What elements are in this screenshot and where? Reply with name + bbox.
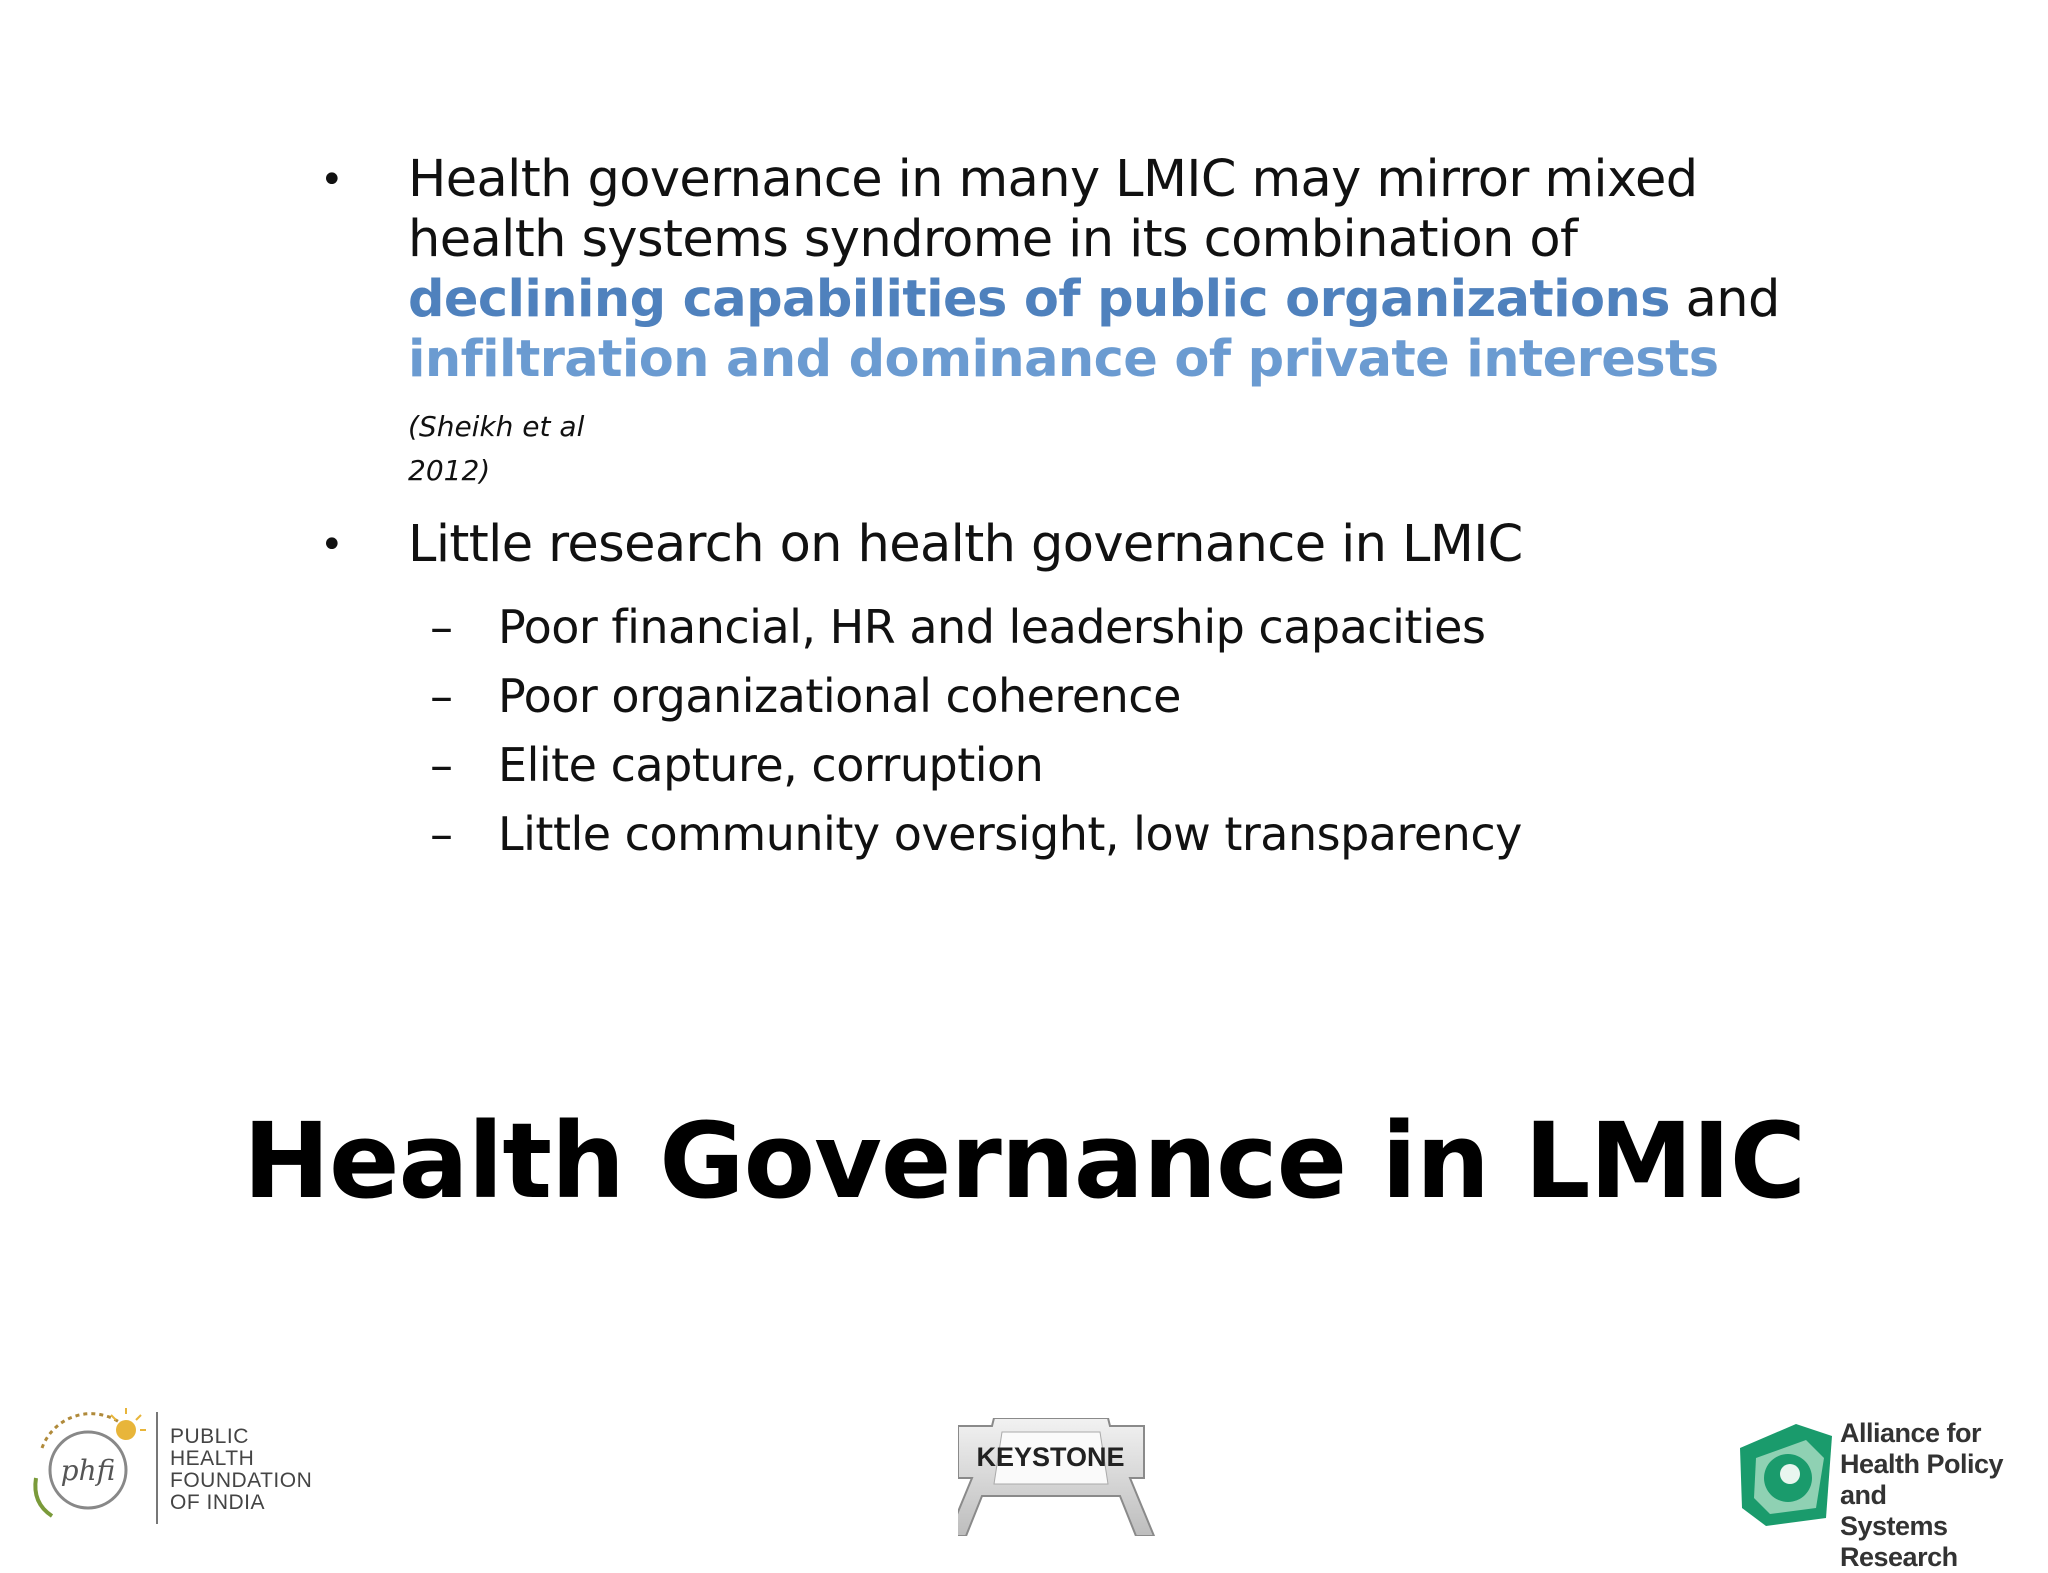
keystone-label: KEYSTONE [976,1442,1125,1472]
alliance-logo [1736,1418,2036,1572]
highlight-public-capabilities: declining capabilities of public organizations [408,270,1670,329]
svg-text:phfi: phfi [60,1454,116,1487]
bullet-text: Little research on health governance in LMIC [408,515,1523,574]
slide-title: Health Governance in LMIC [242,1100,1806,1222]
sub-bullet-text: Poor financial, HR and leadership capacities [498,600,1486,654]
dash-marker: – [430,738,453,792]
bullet-marker: • [320,522,343,568]
sub-bullet-list [430,593,1522,869]
keystone-shape-icon [958,1418,1158,1536]
bullet-list [320,150,1820,489]
citation: (Sheikh et al [408,410,585,443]
keystone-logo [958,1418,1158,1536]
sub-bullet-text: Elite capture, corruption [498,738,1044,792]
sub-bullet-text: Little community oversight, low transparency [498,807,1522,861]
dash-marker: – [430,600,453,654]
alliance-emblem-icon [1736,1418,1836,1528]
bullet-marker: • [320,157,343,203]
phfi-emblem-icon [22,1408,154,1528]
dash-marker: – [430,669,453,723]
bullet-item-1 [320,150,1820,489]
sub-bullet-item [430,731,1522,800]
highlight-private-interests: infiltration and dominance of private interests [408,330,1719,389]
sub-bullet-item [430,593,1522,662]
divider [156,1412,158,1524]
sub-bullet-item [430,662,1522,731]
phfi-name: PUBLIC HEALTH FOUNDATION OF INDIA [170,1425,313,1514]
alliance-name: Alliance for Health Policy and Systems Research [1840,1418,2004,1572]
bullet-text-and: and [1685,270,1780,329]
phfi-logo [22,1408,342,1528]
sub-bullet-text: Poor organizational coherence [498,669,1181,723]
dash-marker: – [430,807,453,861]
bullet-text: Health governance in many LMIC may mirror mixed health systems syndrome in its combination of [408,150,1698,269]
citation-year: 2012) [408,454,491,487]
bullet-item-2 [320,515,1908,575]
sub-bullet-item [430,800,1522,869]
